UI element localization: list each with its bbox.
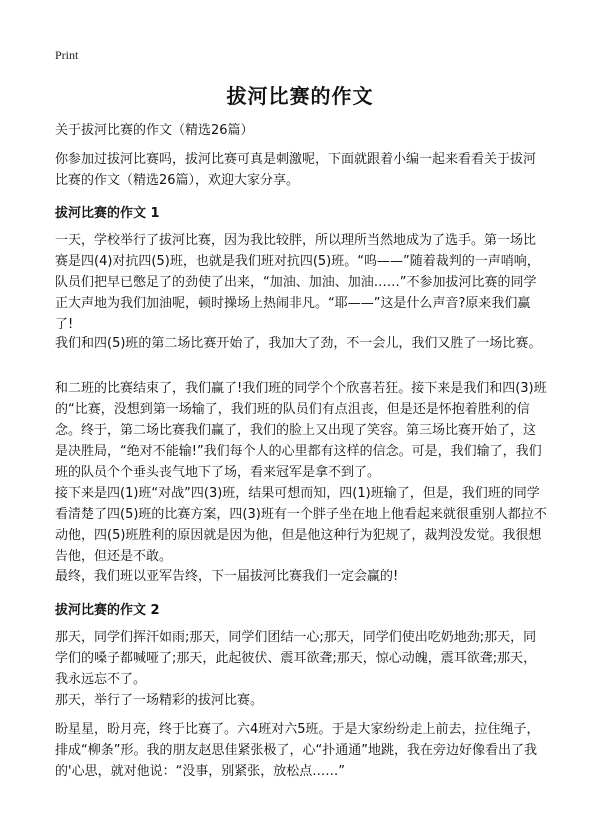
paragraph: 接下来是四(1)班“对战”四(3)班，结果可想而知，四(1)班输了，但是，我们班的同学看清楚了四(5)班的比赛方案，四(3)班有一个胖子坐在地上他看起来就很重别人都拉不动他，四(5)班胜利的原因就是因为他，但是他这种行为犯规了，裁判没发觉。我很想告他，但还是不敢。 (55, 486, 547, 564)
paragraph: 那天，同学们挥汗如雨;那天，同学们团结一心;那天，同学们使出吃奶地劲;那天，同学们的嗓子都喊哑了;那天，此起彼伏、震耳欲聋;那天，惊心动魄，震耳欲聋;那天，我永远忘不了。 (55, 630, 537, 687)
paragraph: 我们和四(5)班的第二场比赛开始了，我加大了劲，不一会儿，我们又胜了一场比赛。 (55, 336, 542, 351)
paragraph: 那天，举行了一场精彩的拔河比赛。 (55, 693, 264, 708)
section-heading-1: 拔河比赛的作文 1 (55, 206, 160, 221)
paragraph: 和二班的比赛结束了，我们赢了!我们班的同学个个欣喜若狂。接下来是我们和四(3)班的“比赛，没想到第一场输了，我们班的队员们有点沮丧，但是还是怀抱着胜利的信念。终于，第二场比赛我们赢了，我们的脸上又出现了笑容。第三场比赛开始了，这是决胜局，“绝对不能输!”我们每个人的心里都有这样的信念。可是，我们输了，我们班的队员个个垂头丧气地下了场，看来冠军是拿不到了。 (55, 381, 547, 480)
paragraph: 最终，我们班以亚军告终，下一届拔河比赛我们一定会赢的! (55, 569, 399, 584)
print-label: Print (55, 48, 79, 62)
paragraph: 一天，学校举行了拔河比赛，因为我比较胖，所以理所当然地成为了选手。第一场比赛是四(4)对抗四(5)班，也就是我们班对抗四(5)班。“呜——”随着裁判的一声哨响，队员们把早已憋足了的劲使了出来，“加油、加油、加油……”不参加拔河比赛的同学正大声地为我们加油呢，顿时操场上热闹非凡。“耶——”这是什么声音?原来我们赢了! (55, 233, 540, 332)
page-title: 拔河比赛的作文 (226, 84, 374, 108)
intro-paragraph: 你参加过拔河比赛吗，拔河比赛可真是刺激呢，下面就跟着小编一起来看看关于拔河比赛的作文（精选26篇），欢迎大家分享。 (55, 152, 537, 188)
section-heading-2: 拔河比赛的作文 2 (55, 603, 160, 618)
subtitle: 关于拔河比赛的作文（精选26篇） (55, 123, 254, 138)
paragraph: 盼星星，盼月亮，终于比赛了。六4班对六5班。于是大家纷纷走上前去，拉住绳子，排成“柳条”形。我的朋友赵思佳紧张极了，心“扑通通”地跳，我在旁边好像看出了我的'心思，就对他说：“没事，别紧张，放松点……” (55, 722, 540, 779)
